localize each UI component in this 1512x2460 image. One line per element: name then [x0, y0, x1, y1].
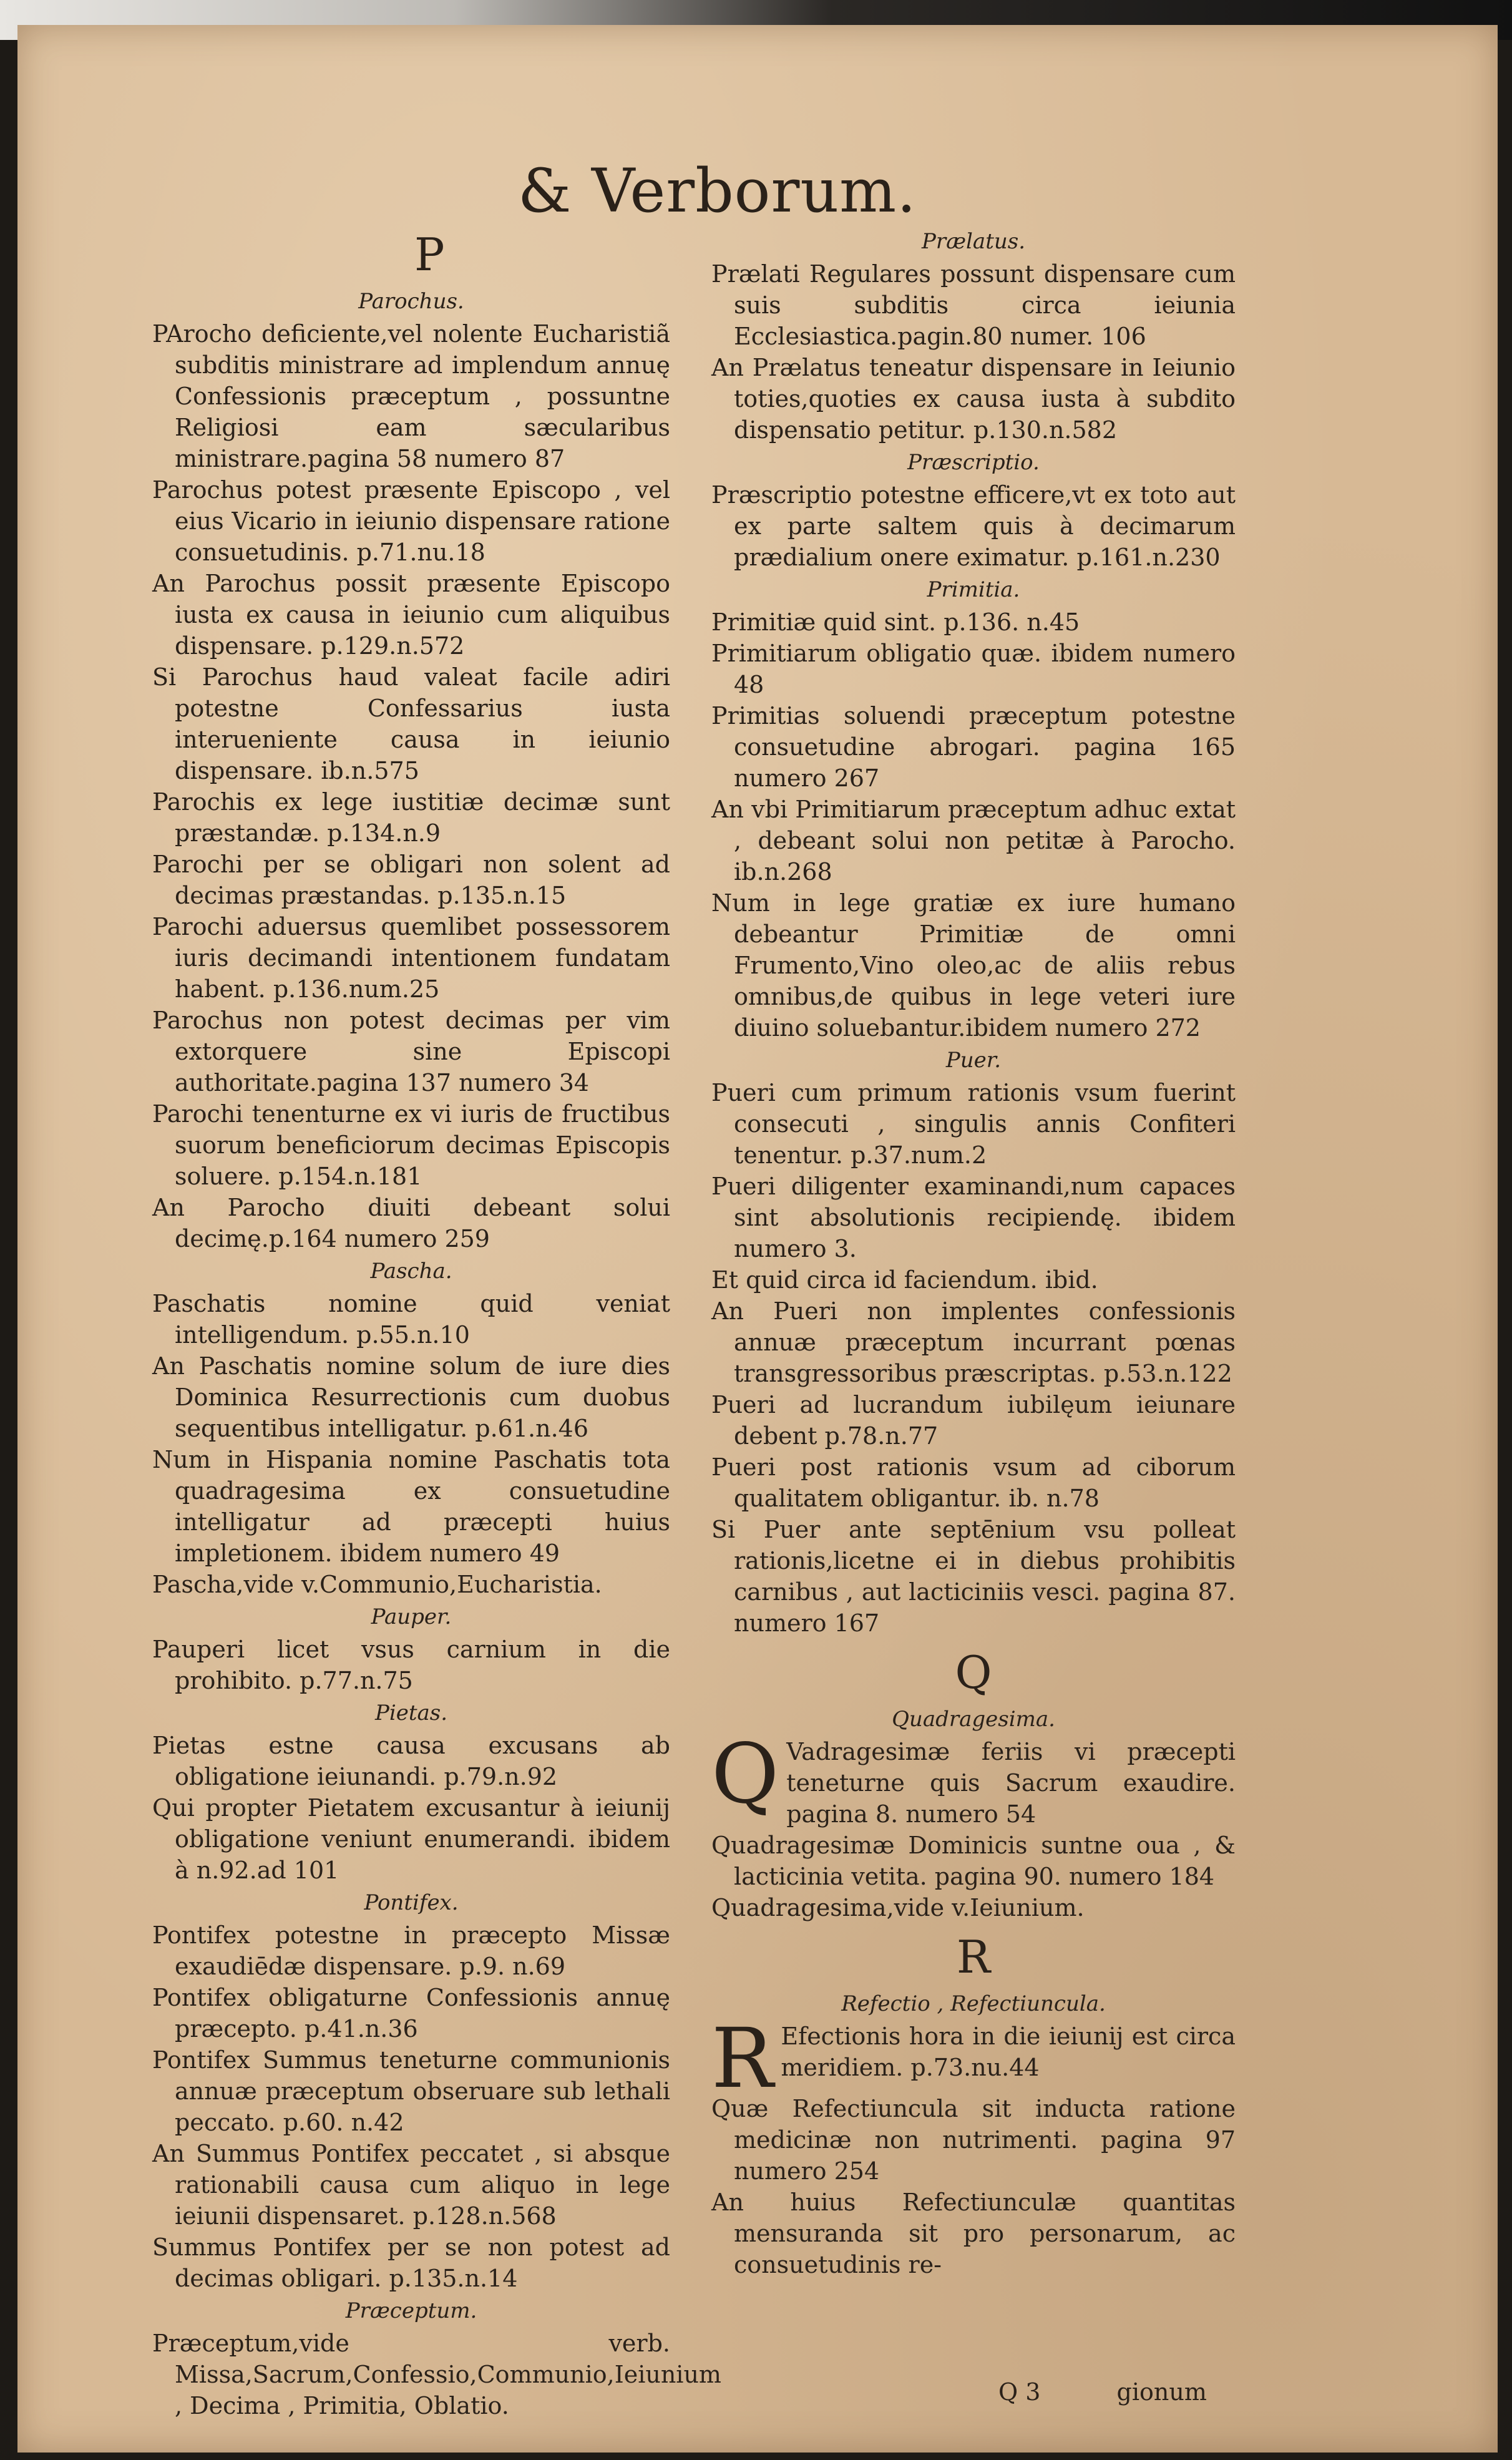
- section-title: Pietas.: [374, 1701, 448, 1725]
- index-entry: Parochi aduersus quemlibet possessorem iuris decimandi intentionem fundatam habent. p.136.num.25: [152, 913, 670, 1003]
- index-entry: Præscriptio potestne efficere,vt ex toto aut ex parte saltem quis à decimarum prædialium onere eximatur. p.161.n.230: [711, 481, 1236, 571]
- index-section: [152, 1601, 670, 1696]
- right-sections-q: [711, 1704, 1236, 1923]
- index-entry: Pontifex potestne in præcepto Missæ exaudiēdæ dispensare. p.9. n.69: [152, 1921, 670, 1980]
- index-section: [711, 447, 1236, 573]
- index-section: [711, 574, 1236, 1043]
- index-entry: Num in Hispania nomine Paschatis tota quadragesima ex consuetudine intelligatur ad præcepti huius impletionem. ibidem numero 49: [152, 1446, 670, 1567]
- index-entry: Et quid circa id faciendum. ibid.: [711, 1266, 1098, 1294]
- index-entry: Pauperi licet vsus carnium in die prohibito. p.77.n.75: [152, 1636, 670, 1694]
- index-entry: Quæ Refectiuncula sit inducta ratione medicinæ non nutrimenti. pagina 97 numero 254: [711, 2095, 1236, 2185]
- index-entry: Si Parochus haud valeat facile adiri potestne Confessarius iusta interueniente causa in ieiunio dispensare. ib.n.575: [152, 663, 670, 784]
- index-entry: PArocho deficiente,vel nolente Eucharistiã subditis ministrare ad implendum annuę Confessionis præceptum , possuntne Religiosi eam sæcularibus ministrare.pagina 58 numero 87: [152, 320, 670, 472]
- index-section: [711, 226, 1236, 446]
- drop-cap: R: [711, 2011, 774, 2107]
- right-column: [711, 225, 1236, 2280]
- index-entry: Vadragesimæ feriis vi præcepti teneturne quis Sacrum exaudire. pagina 8. numero 54: [786, 1738, 1236, 1828]
- index-entry: Præceptum,vide verb. Missa,Sacrum,Confessio,Communio,Ieiunium , Decima , Primitia, Oblatio.: [152, 2330, 721, 2419]
- index-letter-p: P: [414, 228, 445, 281]
- index-entry: Parochi per se obligari non solent ad decimas præstandas. p.135.n.15: [152, 851, 670, 909]
- index-section: [152, 2295, 721, 2421]
- index-letter-r: R: [956, 1931, 991, 1983]
- index-section: [711, 1988, 1236, 2280]
- index-entry: Paschatis nomine quid veniat intelligendum. p.55.n.10: [152, 1290, 670, 1349]
- drop-cap-entry: [711, 1726, 1236, 1830]
- index-entry: An vbi Primitiarum præceptum adhuc extat , debeant solui non petitæ à Parocho. ib.n.268: [711, 796, 1236, 886]
- index-section: [152, 286, 670, 1254]
- index-entry: An Summus Pontifex peccatet , si absque rationabili causa cum aliquo in lege ieiunii dispensaret. p.128.n.568: [152, 2140, 670, 2230]
- index-entry: Parochis ex lege iustitiæ decimæ sunt præstandæ. p.134.n.9: [152, 788, 670, 847]
- section-title: Parochus.: [358, 289, 464, 314]
- index-entry: Primitias soluendi præceptum potestne consuetudine abrogari. pagina 165 numero 267: [711, 702, 1236, 792]
- index-section: [711, 1045, 1236, 1639]
- index-entry: An Paschatis nomine solum de iure dies Dominica Resurrectionis cum duobus sequentibus intelligatur. p.61.n.46: [152, 1352, 670, 1442]
- section-title: Pascha.: [370, 1259, 452, 1284]
- index-entry: Prælati Regulares possunt dispensare cum suis subditis circa ieiunia Ecclesiastica.pagin.80 numer. 106: [711, 260, 1236, 350]
- index-section: [152, 1887, 670, 2294]
- section-title: Puer.: [945, 1048, 1002, 1073]
- index-entry: Pueri cum primum rationis vsum fuerint consecuti , singulis annis Confiteri tenentur. p.37.num.2: [711, 1079, 1236, 1169]
- catchword: gionum: [1116, 2378, 1207, 2406]
- index-entry: Pueri post rationis vsum ad ciborum qualitatem obligantur. ib. n.78: [711, 1453, 1236, 1512]
- section-title: Pauper.: [371, 1604, 452, 1629]
- index-entry: An Prælatus teneatur dispensare in Ieiunio toties,quoties ex causa iusta à subdito dispensatio petitur. p.130.n.582: [711, 354, 1236, 444]
- index-entry: Pueri ad lucrandum iubilęum ieiunare debent p.78.n.77: [711, 1391, 1236, 1450]
- index-entry: Si Puer ante septēnium vsu polleat rationis,licetne ei in diebus prohibitis carnibus , aut lacticiniis vesci. pagina 87. numero 167: [711, 1516, 1236, 1637]
- section-title: Pontifex.: [364, 1890, 459, 1915]
- index-entry: Summus Pontifex per se non potest ad decimas obligari. p.135.n.14: [152, 2233, 670, 2292]
- signature-mark: Q 3: [998, 2378, 1041, 2406]
- index-entry: Primitiarum obligatio quæ. ibidem numero 48: [711, 640, 1236, 698]
- index-section: [152, 1697, 670, 1886]
- drop-cap: Q: [711, 1726, 779, 1822]
- index-entry: Qui propter Pietatem excusantur à ieiunij obligatione veniunt enumerandi. ibidem à n.92.ad 101: [152, 1794, 670, 1884]
- index-entry: Quadragesima,vide v.Ieiunium.: [711, 1894, 1085, 1921]
- index-entry: Pietas estne causa excusans ab obligatione ieiunandi. p.79.n.92: [152, 1732, 670, 1790]
- right-sections-r: [711, 1988, 1236, 2280]
- index-entry: Pontifex obligaturne Confessionis annuę præcepto. p.41.n.36: [152, 1984, 670, 2043]
- running-heading: & Verborum.: [518, 156, 917, 226]
- index-entry: Pascha,vide v.Communio,Eucharistia.: [152, 1571, 602, 1598]
- section-title: Præceptum.: [345, 2298, 477, 2323]
- left-column: [152, 225, 721, 2421]
- index-entry: Parochus potest præsente Episcopo , vel eius Vicario in ieiunio dispensare ratione consuetudinis. p.71.nu.18: [152, 476, 670, 566]
- index-entry: Primitiæ quid sint. p.136. n.45: [711, 608, 1080, 636]
- section-title: Quadragesima.: [892, 1707, 1055, 1732]
- page-footer: [973, 2376, 1236, 2408]
- index-entry: An Parochus possit præsente Episcopo iusta ex causa in ieiunio cum aliquibus dispensare. p.129.n.572: [152, 570, 670, 660]
- section-title: Præscriptio.: [907, 450, 1040, 475]
- section-title: Primitia.: [927, 577, 1020, 602]
- index-entry: Parochus non potest decimas per vim extorquere sine Episcopi authoritate.pagina 137 numero 34: [152, 1007, 670, 1096]
- section-title: Refectio , Refectiuncula.: [841, 1991, 1106, 2016]
- section-title: Prælatus.: [921, 229, 1026, 254]
- index-entry: Num in lege gratiæ ex iure humano debeantur Primitiæ de omni Frumento,Vino oleo,ac de aliis rebus omnibus,de quibus in lege veteri iure diuino soluebantur.ibidem numero 272: [711, 889, 1236, 1042]
- right-sections-p: [711, 226, 1236, 1639]
- index-entry: Pueri diligenter examinandi,num capaces sint absolutionis recipiendę. ibidem numero 3.: [711, 1173, 1236, 1262]
- index-entry: Parochi tenenturne ex vi iuris de fructibus suorum beneficiorum decimas Episcopis soluere. p.154.n.181: [152, 1100, 670, 1190]
- left-sections: [152, 286, 721, 2421]
- drop-cap-entry: [711, 2011, 1236, 2107]
- index-letter-q: Q: [955, 1646, 992, 1699]
- index-entry: An Pueri non implentes confessionis annuæ præceptum incurrant pœnas transgressoribus præscriptas. p.53.n.122: [711, 1297, 1236, 1387]
- index-entry: Quadragesimæ Dominicis suntne oua , & lacticinia vetita. pagina 90. numero 184: [711, 1832, 1236, 1890]
- index-section: [152, 1256, 670, 1600]
- index-entry: Efectionis hora in die ieiunij est circa meridiem. p.73.nu.44: [781, 2023, 1236, 2081]
- index-entry: An huius Refectiunculæ quantitas mensuranda sit pro personarum, ac consuetudinis re-: [711, 2189, 1236, 2278]
- index-section: [711, 1704, 1236, 1923]
- index-entry: An Parocho diuiti debeant solui decimę.p.164 numero 259: [152, 1194, 670, 1252]
- index-entry: Pontifex Summus teneturne communionis annuæ præceptum obseruare sub lethali peccato. p.60. n.42: [152, 2046, 670, 2136]
